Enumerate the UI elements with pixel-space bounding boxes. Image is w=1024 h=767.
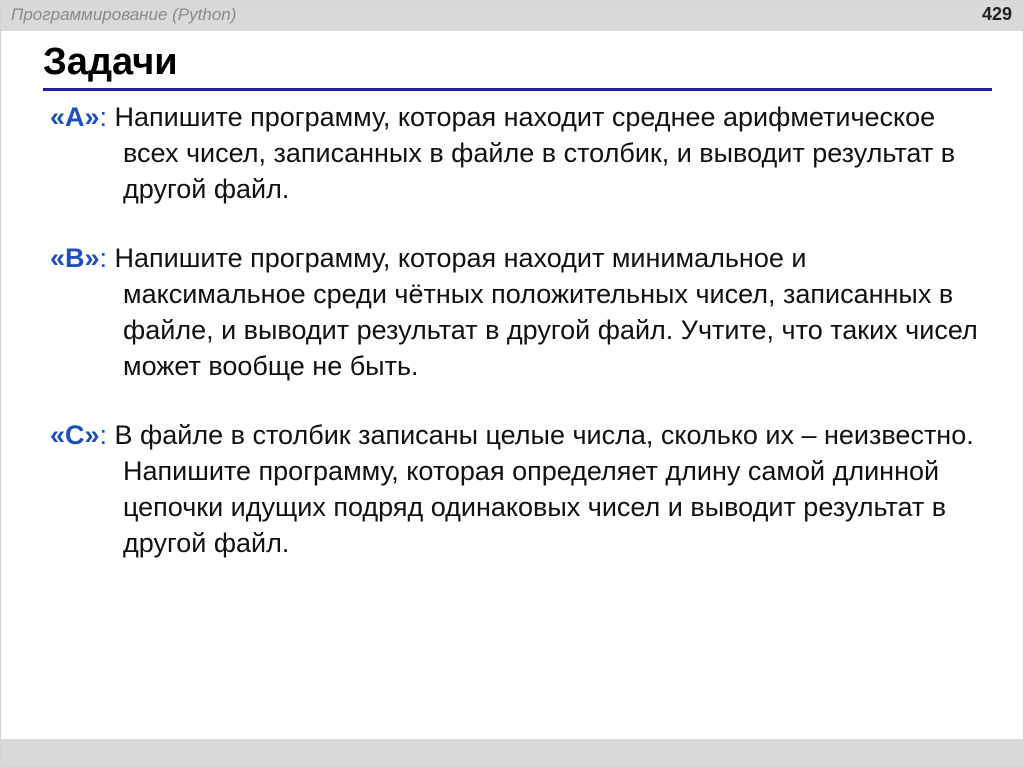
slide-title: Задачи	[43, 41, 178, 83]
footer-bar	[1, 739, 1024, 766]
page-number: 429	[981, 4, 1012, 24]
title-underline	[43, 88, 992, 91]
header-bar	[1, 1, 1024, 31]
task-label-colon: :	[99, 420, 115, 450]
task-b	[50, 240, 990, 384]
course-title: Программирование (Python)	[11, 5, 237, 24]
task-text: В файле в столбик записаны целые числа, сколько их – неизвестно. Напишите программу, которая определяет длину самой длинной цепочки идущих подряд одинаковых чисел и выводит результат в другой файл.	[114, 420, 974, 558]
task-text: Напишите программу, которая находит среднее арифметическое всех чисел, записанных в файле в столбик, и выводит результат в другой файл.	[114, 102, 956, 204]
task-text: Напишите программу, которая находит минимальное и максимальное среди чётных положительных чисел, записанных в файле, и выводит результат в другой файл. Учтите, что таких чисел может вообще не быть.	[114, 243, 978, 381]
task-a	[50, 99, 990, 207]
task-label-colon: :	[99, 102, 115, 132]
task-c	[50, 417, 990, 561]
task-label: «A»	[50, 102, 100, 132]
task-label: «B»	[50, 243, 100, 273]
task-label-colon: :	[99, 243, 115, 273]
task-list	[50, 99, 990, 594]
task-label: «C»	[50, 420, 100, 450]
